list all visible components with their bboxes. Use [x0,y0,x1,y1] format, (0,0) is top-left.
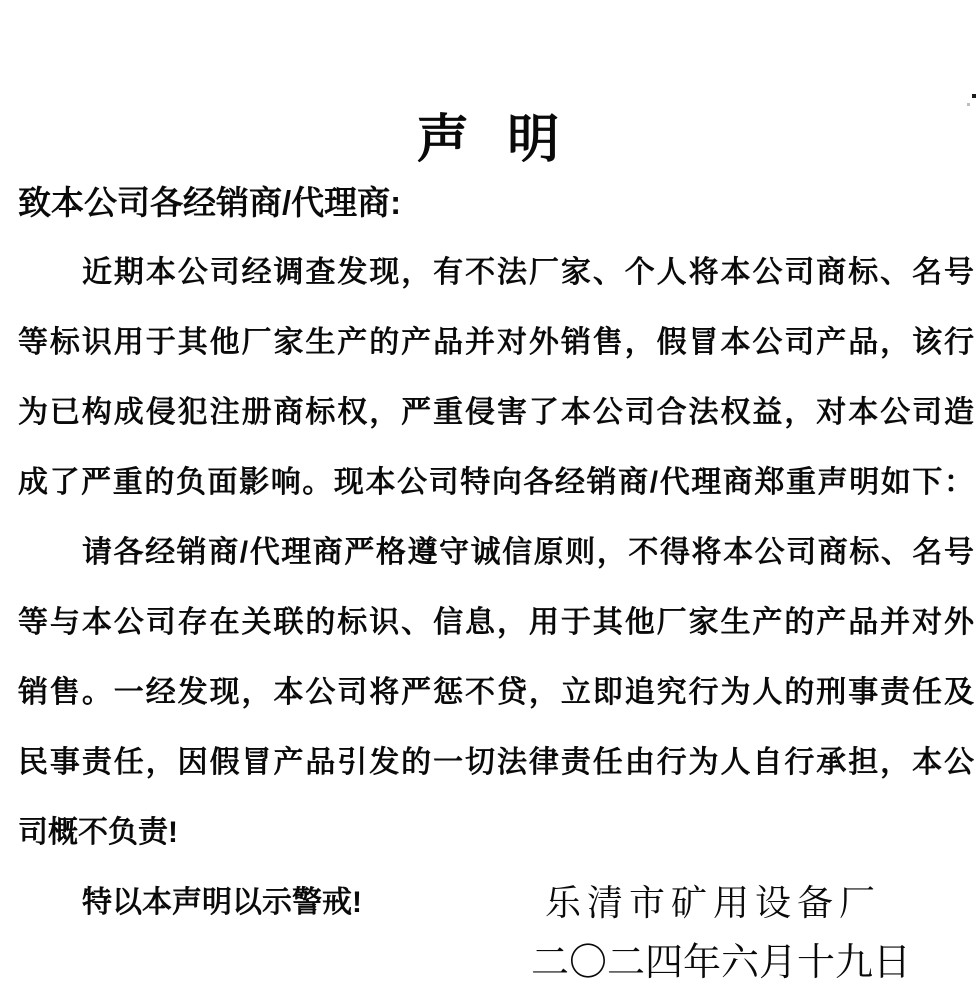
paragraph-1-line-4: 成了严重的负面影响。现本公司特向各经销商/代理商郑重声明如下： [18,466,974,499]
paragraph-1-line-1: 近期本公司经调查发现，有不法厂家、个人将本公司商标、名号 [82,256,974,289]
scan-artifact-speck [967,103,970,106]
paragraph-2-line-4: 民事责任，因假冒产品引发的一切法律责任由行为人自行承担，本公 [18,746,974,779]
page-title: 声 明 [416,111,561,169]
document-body [18,238,974,938]
paragraph-1-line-3: 为已构成侵犯注册商标权，严重侵害了本公司合法权益，对本公司造 [18,396,974,429]
closing-statement: 特以本声明以示警戒! [82,886,362,919]
paragraph-2-line-5: 司概不负责! [18,816,178,849]
paragraph-2-line-2: 等与本公司存在关联的标识、信息，用于其他厂家生产的产品并对外 [18,606,974,639]
salutation-line: 致本公司各经销商/代理商: [18,184,402,221]
scan-artifact-speck [972,94,976,98]
paragraph-2-line-3: 销售。一经发现，本公司将严惩不贷，立即追究行为人的刑事责任及 [18,676,974,709]
paragraph-2-line-1: 请各经销商/代理商严格遵守诚信原则，不得将本公司商标、名号 [82,536,974,569]
paragraph-1-line-2: 等标识用于其他厂家生产的产品并对外销售，假冒本公司产品，该行 [18,326,974,359]
company-signature: 乐清市矿用设备厂 [544,882,881,923]
signature-date: 二〇二四年六月十九日 [531,942,912,984]
closing-row [18,868,974,938]
